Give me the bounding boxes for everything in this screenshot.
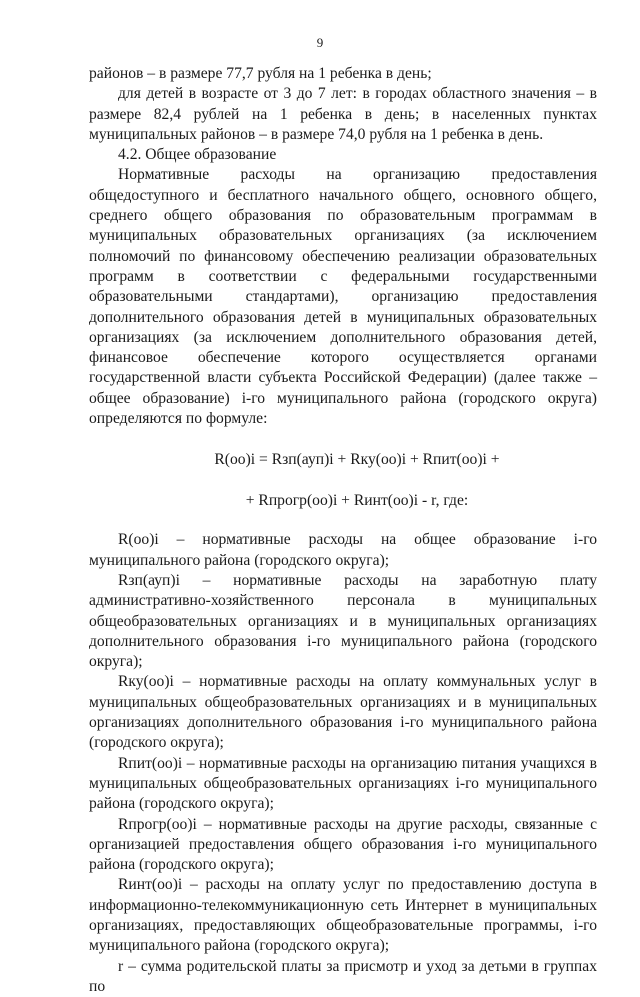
definition-item: Rинт(oo)i – расходы на оплату услуг по предоставлению доступа в информационно-телекоммуникационную сеть Интернет в муниципальных организациях, предоставляющих общеобразовательные программы, i-го муниципального района (городского округа); [89, 876, 597, 955]
definition-item: r – сумма родительской платы за присмотр и уход за детьми в группах по [89, 957, 597, 995]
page-number: 9 [316, 35, 324, 50]
paragraph-continuation: районов – в размере 77,7 рубля на 1 ребенка в день; [89, 65, 432, 82]
formula-line-1: R(oo)i = Rзп(ауп)i + Rку(oo)i + Rпит(oo)i + [214, 451, 500, 469]
paragraph-general-education: Нормативные расходы на организацию предоставления общедоступного и бесплатного начального общего, основного общего, среднего общего образования по образовательным программам в муниципальных образовательных организациях (за исключением полномочий по финансовому обеспечению реализации образовательных программ в соответствии с федеральными государственными образовательными стандартами), организацию предоставления дополнительного образования детей в муниципальных образовательных организациях (за исключением дополнительного образования детей, финансовое обеспечение которого осуществляется органами государственной власти субъекта Российской Федерации) (далее также – общее образование) i-го муниципального района (городского округа) определяются по формуле: [89, 166, 597, 428]
document-body [89, 64, 597, 997]
definition-item: Rку(oo)i – нормативные расходы на оплату коммунальных услуг в муниципальных общеобразовательных организациях и в муниципальных организациях дополнительного образования i-го муниципального района (городского округа); [89, 673, 597, 752]
section-heading: 4.2. Общее образование [118, 146, 277, 164]
definition-item: Rзп(ауп)i – нормативные расходы на заработную плату административно-хозяйственного персонала в муниципальных общеобразовательных организациях и в муниципальных организациях дополнительного образования i-го муниципального района (городского округа); [89, 571, 597, 671]
paragraph-children-3-7: для детей в возрасте от 3 до 7 лет: в городах областного значения – в размере 82,4 рублей на 1 ребенка в день; в населенных пунктах муниципальных районов – в размере 74,0 рубля на 1 ребенка в день. [89, 85, 597, 143]
definition-item: Rпрогр(oo)i – нормативные расходы на другие расходы, связанные с организацией предоставления общего образования i-го муниципального района (городского округа); [89, 815, 597, 874]
formula-line-2: + Rпрогр(oo)i + Rинт(oo)i - r, где: [245, 492, 469, 510]
definition-item: Rпит(oo)i – нормативные расходы на организацию питания учащихся в муниципальных общеобразовательных организациях i-го муниципального района (городского округа); [89, 754, 597, 813]
definition-item: R(oo)i – нормативные расходы на общее образование i-го муниципального района (городского округа); [89, 531, 597, 569]
